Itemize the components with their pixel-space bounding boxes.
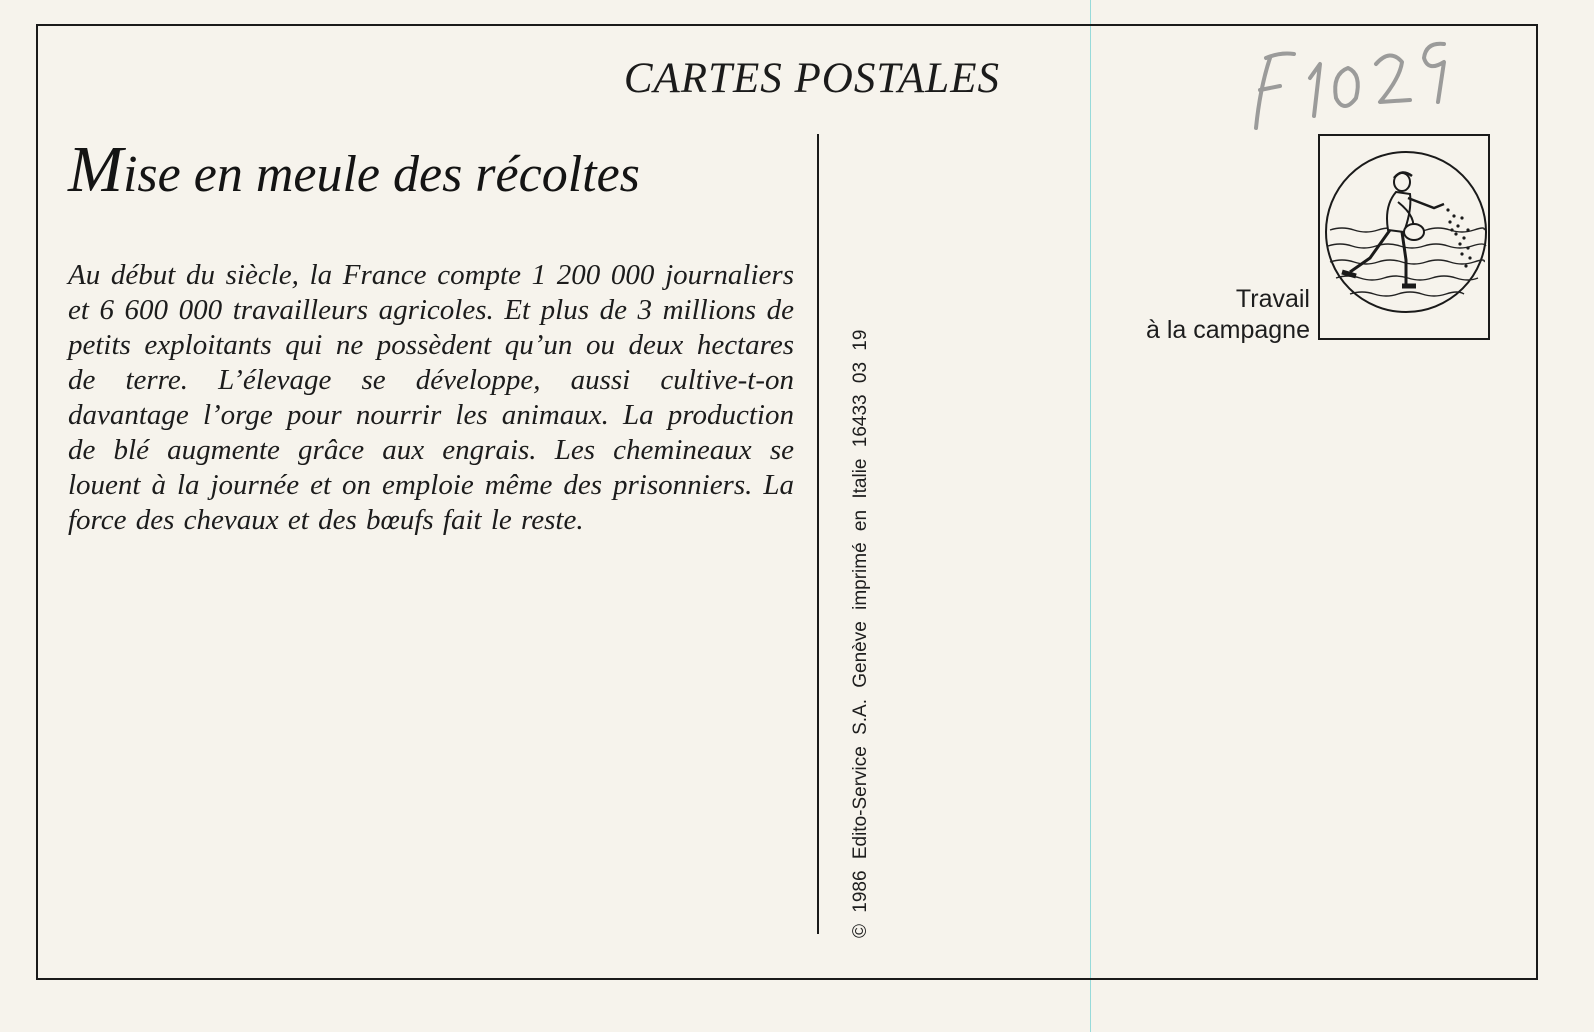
publisher-imprint: © 1986 Edito-Service S.A. Genève imprimé en Italie 16433 03 19 [850,329,871,938]
title-initial: M [68,133,123,206]
title-rest: ise en meule des récoltes [122,146,640,203]
header-cartes-postales: CARTES POSTALES [623,55,1000,102]
imprint-wrapper [828,222,874,938]
sower-icon [1322,148,1490,316]
stamp-caption-line2: à la campagne [1145,316,1310,344]
stamp-caption [1146,284,1310,346]
stamp-box [1318,134,1490,340]
handwritten-note-F1029 [1240,18,1470,138]
card-title [68,132,640,208]
description-text: Au début du siècle, la France compte 1 200 000 journaliers et 6 600 000 travailleurs agricoles. Et plus de 3 millions de petits exploitants qui ne possèdent qu’un ou deux hectares de terre. L’élevage se développe, aussi cultive-t-on davantage l’orge pour nourrir les animaux. La production de blé augmente grâce aux engrais. Les chemineaux se louent à la journée et on emploie même des prisonniers. La force des chevaux et des bœufs fait le reste. [68,259,794,536]
stamp-caption-line1: Travail [1235,285,1310,313]
vertical-divider [817,134,819,934]
